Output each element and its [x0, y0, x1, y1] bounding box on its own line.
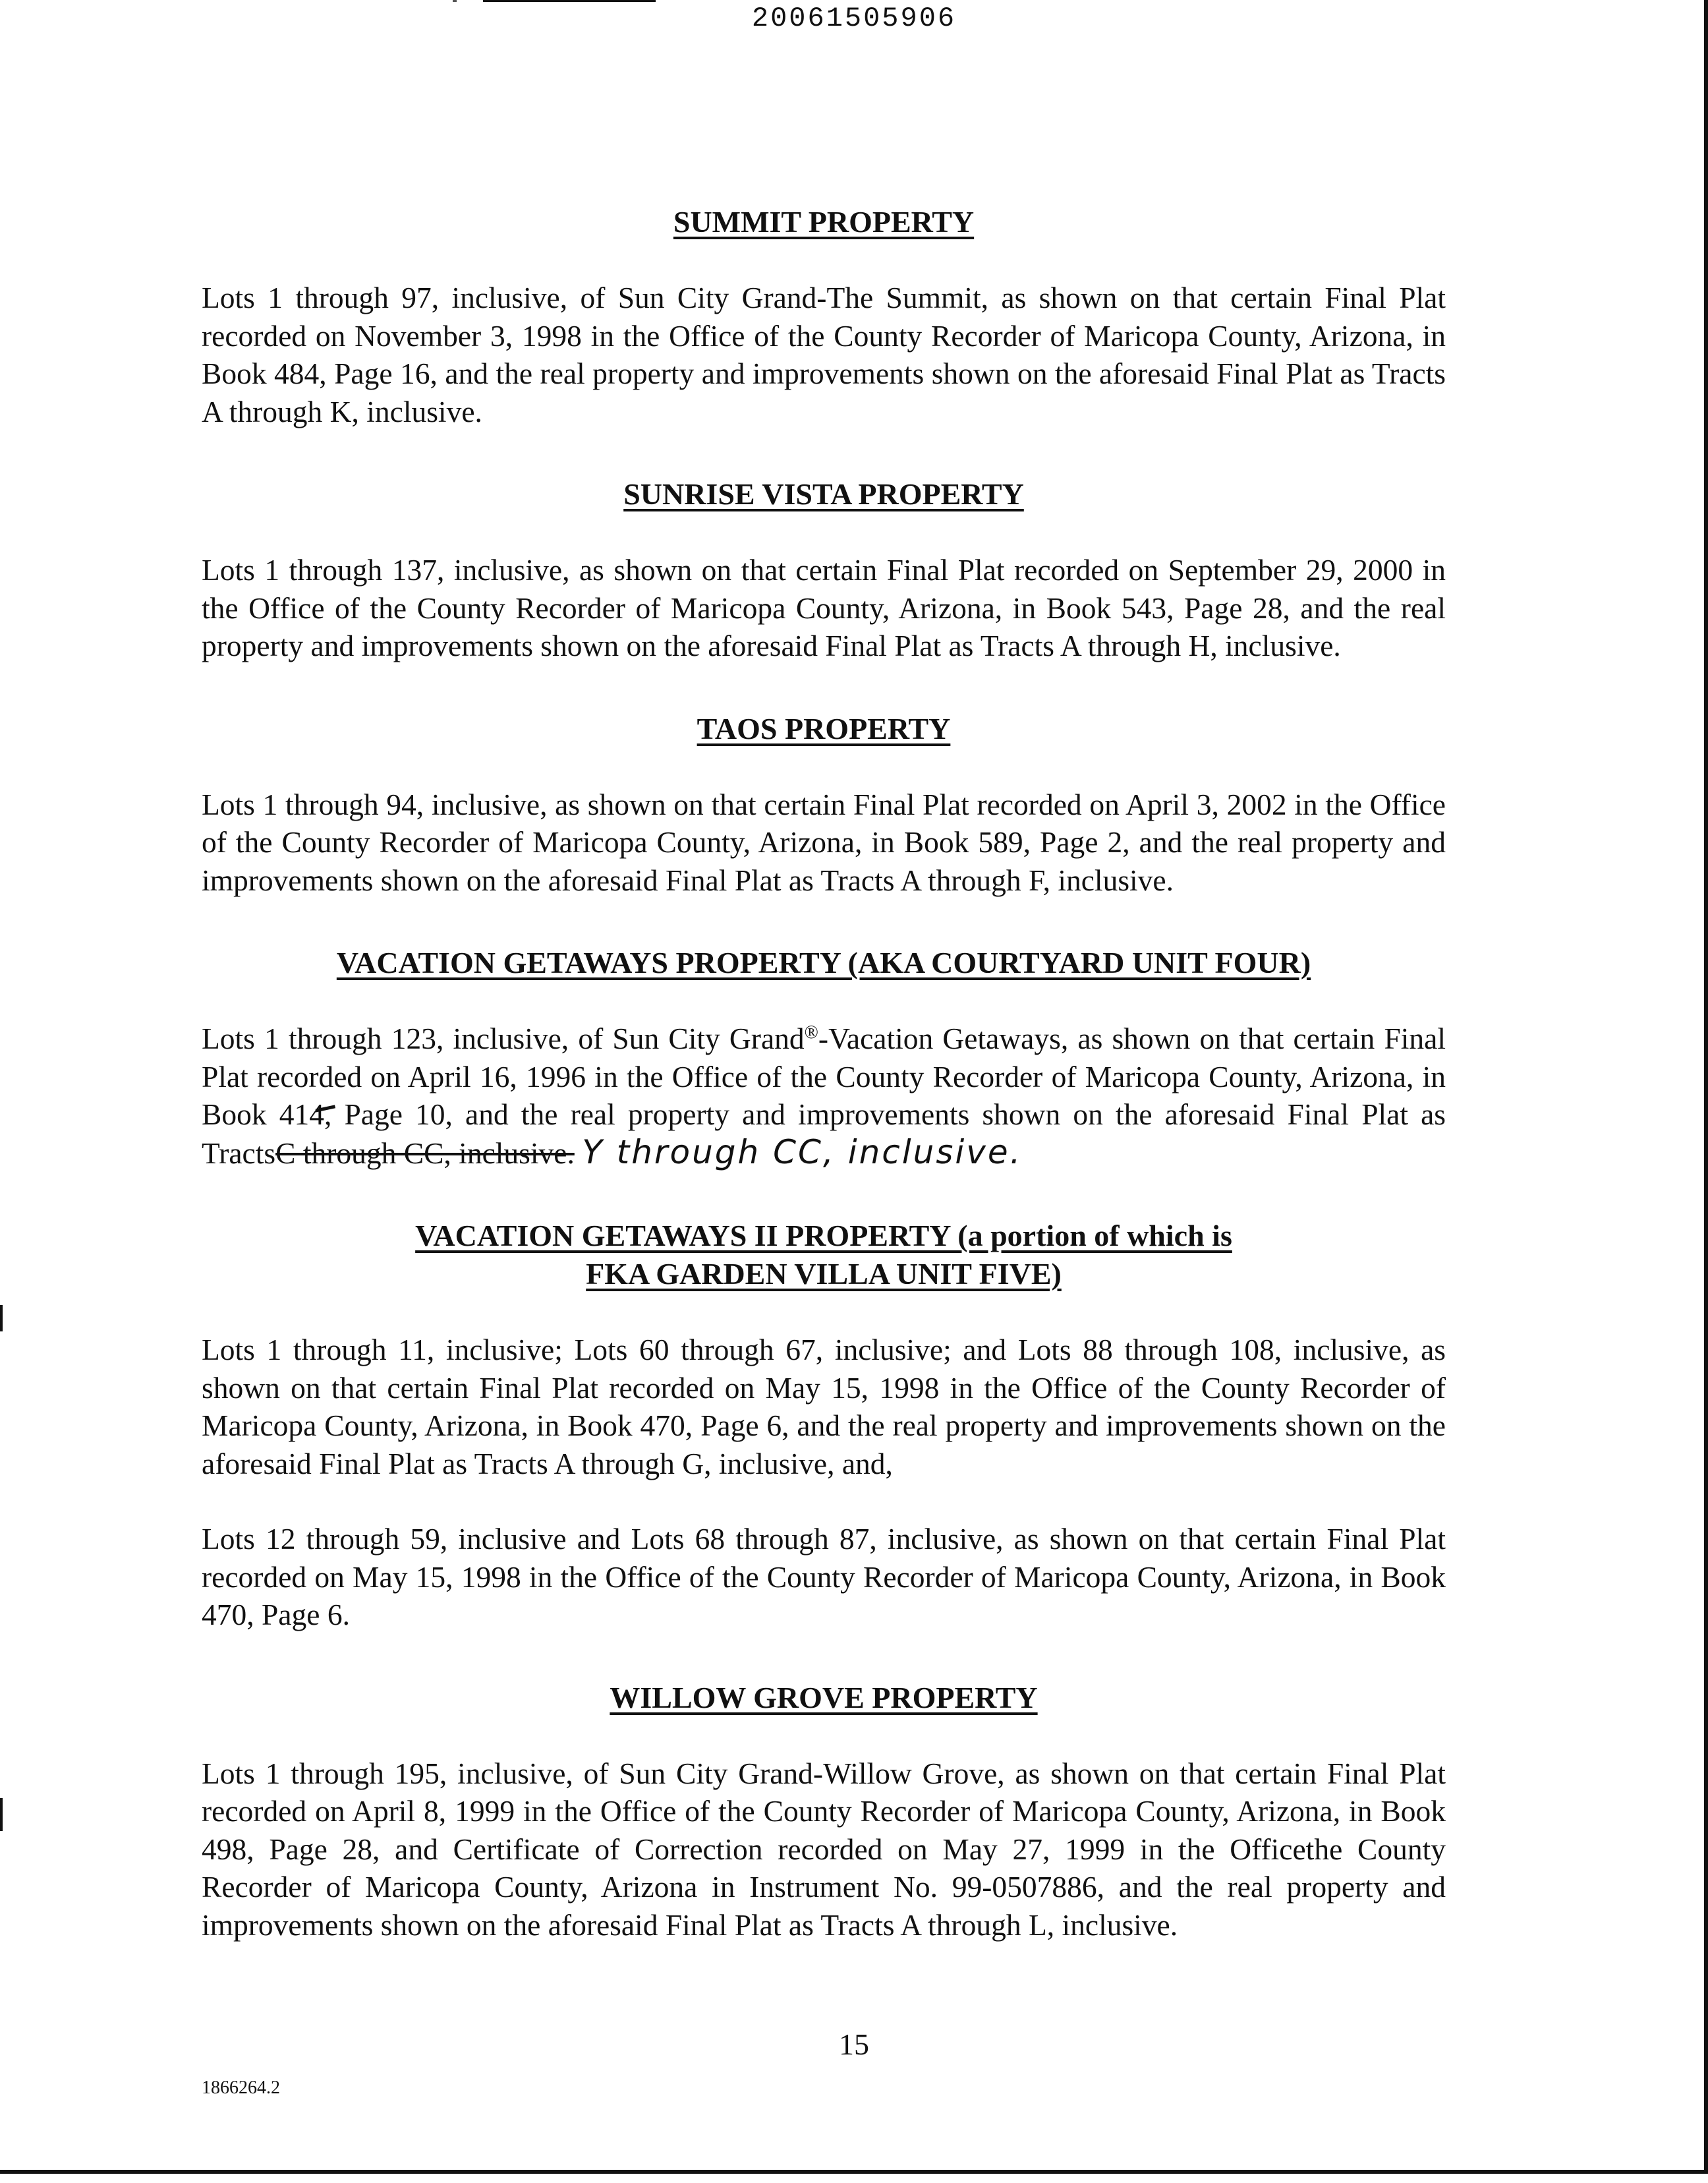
recording-number: 20061505906 — [751, 3, 957, 34]
header-rule — [483, 0, 656, 2]
handwritten-correction-digit — [309, 1097, 324, 1131]
section-heading-taos: TAOS PROPERTY — [697, 711, 951, 745]
registered-mark: ® — [804, 1022, 818, 1043]
section-paragraph-willow-grove: Lots 1 through 195, inclusive, of Sun City Grand-Willow Grove, as shown on that certain Final Plat recorded on April 8, 1999 in the Office of the County Recorder of Maricopa County, Arizona, in Book 498, Page 28, and Certificate of Correction recorded on May 27, 1999 in the Officethe County Recorder of Maricopa County, Arizona in Instrument No. 99-0507886, and the real property and improvements shown on the aforesaid Final Plat as Tracts A through L, inclusive. — [202, 1756, 1446, 1942]
section-heading-sunrise-vista: SUNRISE VISTA PROPERTY — [623, 477, 1024, 511]
paragraph-text: -Vacation Getaways, as shown on that certain Final Plat recorded on April 16, 1996 in the Office of the County Recorder of Maricopa County, Arizona, in Book 41 — [202, 1022, 1446, 1131]
section-paragraph-summit: Lots 1 through 97, inclusive, of Sun City Grand-The Summit, as shown on that certain Final Plat recorded on November 3, 1998 in the Office of the County Recorder of Maricopa County, Arizona, in Book 484, Page 16, and the real property and improvements shown on the aforesaid Final Plat as Tracts A through K, inclusive. — [202, 281, 1446, 428]
corrected-digit: 4 — [309, 1097, 324, 1131]
scan-edge-mark — [0, 1305, 3, 1331]
section-heading-summit: SUMMIT PROPERTY — [673, 205, 975, 239]
section-heading-willow-grove: WILLOW GROVE PROPERTY — [610, 1680, 1038, 1714]
struck-out-text: C through CC, inclusive. — [275, 1136, 575, 1170]
heading-line: FKA GARDEN VILLA UNIT FIVE) — [586, 1257, 1062, 1291]
document-body — [202, 203, 1446, 1944]
page-number: 15 — [839, 2027, 869, 2061]
section-heading-vacation-getaways: VACATION GETAWAYS PROPERTY (AKA COURTYARD UNIT FOUR) — [336, 946, 1311, 979]
handwritten-insertion: Y through CC, inclusive. — [582, 1132, 1023, 1171]
scan-border-bottom — [0, 2170, 1708, 2174]
section-heading-vacation-getaways-ii — [202, 1217, 1446, 1293]
scan-border-right — [1704, 0, 1708, 2174]
section-paragraph-vacation-getaways — [202, 1020, 1446, 1172]
heading-line: VACATION GETAWAYS II PROPERTY (a portion of which is — [415, 1219, 1232, 1252]
scan-mark — [453, 0, 457, 2]
section-paragraph-sunrise-vista: Lots 1 through 137, inclusive, as shown on that certain Final Plat recorded on September 29, 2000 in the Office of the County Recorder of Maricopa County, Arizona, in Book 543, Page 28, and the real property and improvements shown on the aforesaid Final Plat as Tracts A through H, inclusive. — [202, 553, 1446, 662]
section-paragraph-taos: Lots 1 through 94, inclusive, as shown on that certain Final Plat recorded on April 3, 2002 in the Office of the County Recorder of Maricopa County, Arizona, in Book 589, Page 2, and the real property and improvements shown on the aforesaid Final Plat as Tracts A through F, inclusive. — [202, 787, 1446, 897]
section-paragraph-vacation-getaways-ii-a: Lots 1 through 11, inclusive; Lots 60 through 67, inclusive; and Lots 88 through 108, inclusive, as shown on that certain Final Plat recorded on May 15, 1998 in the Office of the County Recorder of Maricopa County, Arizona, in Book 470, Page 6, and the real property and improvements shown on the aforesaid Final Plat as Tracts A through G, inclusive, and, — [202, 1333, 1446, 1480]
paragraph-text: , Page 10, and the real property and improvements shown on the aforesaid Final Plat as Tracts — [202, 1097, 1446, 1170]
scan-edge-mark — [0, 1798, 3, 1831]
paragraph-text: Lots 1 through 123, inclusive, of Sun City Grand — [202, 1022, 805, 1055]
document-id: 1866264.2 — [202, 2078, 280, 2098]
section-paragraph-vacation-getaways-ii-b: Lots 12 through 59, inclusive and Lots 68 through 87, inclusive, as shown on that certain Final Plat recorded on May 15, 1998 in the Office of the County Recorder of Maricopa County, Arizona, in Book 470, Page 6. — [202, 1522, 1446, 1631]
